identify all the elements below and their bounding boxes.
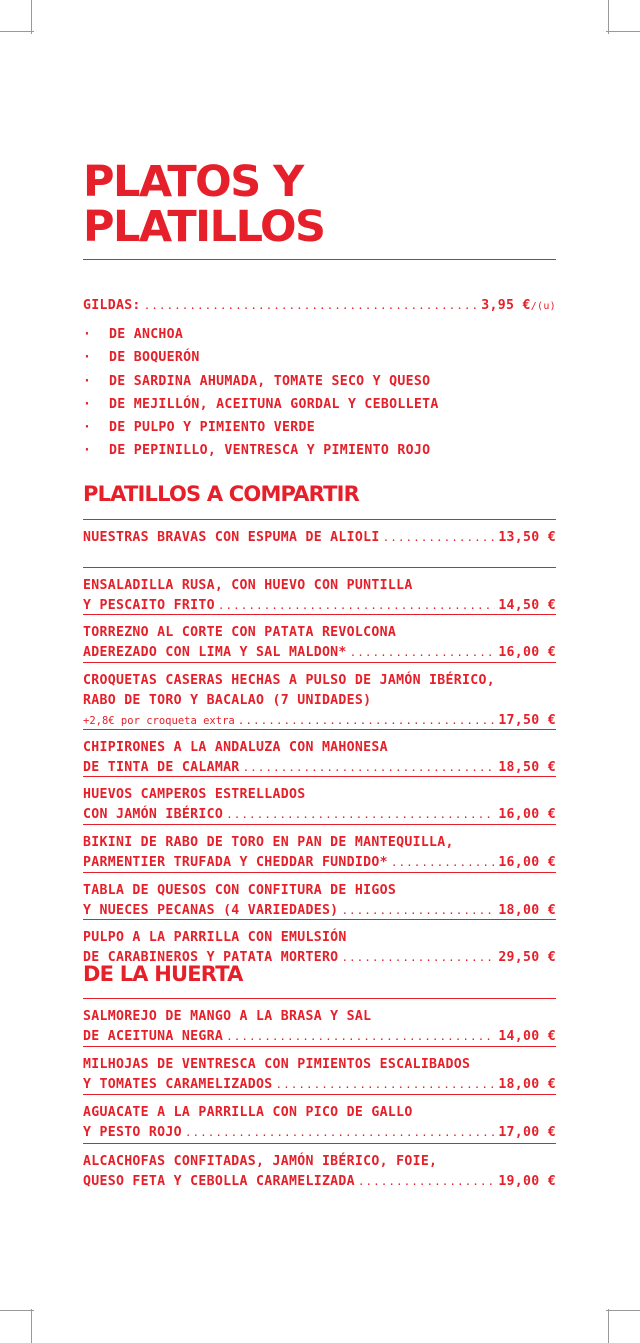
item-description-line: CROQUETAS CASERAS HECHAS A PULSO DE JAMÓN IBÉRICO,	[83, 672, 495, 688]
item-name: DE TINTA DE CALAMAR	[83, 759, 240, 775]
item-name: PARMENTIER TRUFADA Y CHEDDAR FUNDIDO*	[83, 854, 388, 870]
gildas-row	[83, 296, 556, 317]
item-price: 16,00 €	[498, 645, 556, 661]
menu-item	[83, 1143, 556, 1191]
item-description-line: PULPO A LA PARRILLA CON EMULSIÓN	[83, 930, 347, 946]
list-item-text: DE SARDINA AHUMADA, TOMATE SECO Y QUESO	[109, 373, 431, 389]
list-item-text: DE ANCHOA	[109, 327, 184, 342]
crop-mark	[608, 0, 609, 34]
item-note: +2,8€ por croqueta extra	[83, 714, 235, 727]
item-price-line	[83, 1075, 556, 1095]
item-name: DE CARABINEROS Y PATATA MORTERO	[83, 950, 339, 966]
item-name: Y NUECES PECANAS (4 VARIEDADES)	[83, 902, 339, 918]
item-price: 13,50 €	[498, 530, 556, 545]
gildas-price: 3,95 €	[481, 298, 531, 313]
item-name: CON JAMÓN IBÉRICO	[83, 807, 224, 823]
item-price-line	[83, 643, 556, 663]
item-name: QUESO FETA Y CEBOLLA CARAMELIZADA	[83, 1173, 355, 1189]
item-price: 29,50 €	[498, 950, 556, 966]
list-item	[83, 416, 556, 439]
menu-item	[83, 919, 556, 967]
item-price-line	[83, 711, 556, 731]
item-price: 18,00 €	[498, 902, 556, 918]
item-description-line: ALCACHOFAS CONFITADAS, JAMÓN IBÉRICO, FOIE,	[83, 1153, 438, 1169]
item-price-line	[83, 528, 556, 548]
dot-leader	[391, 853, 495, 873]
item-price: 19,00 €	[498, 1173, 556, 1189]
dot-leader	[185, 1123, 495, 1143]
dot-leader	[350, 643, 496, 663]
page-title	[83, 157, 325, 252]
item-price: 16,00 €	[498, 807, 556, 823]
crop-mark	[606, 1310, 640, 1311]
list-item-text: DE BOQUERÓN	[109, 350, 200, 366]
item-price: 14,50 €	[498, 597, 556, 613]
item-price-line	[83, 1172, 556, 1192]
item-name: ADEREZADO CON LIMA Y SAL MALDON*	[83, 645, 347, 661]
bullet-icon: ·	[83, 373, 92, 389]
dot-leader	[341, 948, 495, 968]
item-name: Y PESTO ROJO	[83, 1125, 182, 1141]
menu-item	[83, 1094, 556, 1142]
gildas-options-list	[83, 323, 556, 463]
item-description-line: AGUACATE A LA PARRILLA CON PICO DE GALLO	[83, 1105, 413, 1121]
menu-item	[83, 824, 556, 872]
list-item	[83, 370, 556, 393]
list-item-text: DE PULPO Y PIMIENTO VERDE	[109, 420, 315, 436]
item-name: NUESTRAS BRAVAS CON ESPUMA DE ALIOLI	[83, 530, 380, 545]
item-name: Y PESCAITO FRITO	[83, 597, 215, 613]
crop-mark	[608, 1309, 609, 1343]
gildas-label: GILDAS:	[83, 298, 141, 313]
item-price-line	[83, 1027, 556, 1047]
dot-leader	[358, 1172, 495, 1192]
crop-mark	[0, 31, 34, 32]
item-price-line	[83, 596, 556, 616]
crop-mark	[31, 0, 32, 34]
item-description-line: TABLA DE QUESOS CON CONFITURA DE HIGOS	[83, 882, 397, 898]
item-description-line: ENSALADILLA RUSA, CON HUEVO CON PUNTILLA	[83, 577, 413, 593]
dot-leader	[238, 711, 496, 731]
bullet-icon: ·	[83, 420, 92, 436]
list-item	[83, 439, 556, 462]
dot-leader	[218, 596, 495, 616]
dot-leader	[276, 1075, 496, 1095]
list-item-text: DE MEJILLÓN, ACEITUNA GORDAL Y CEBOLLETA	[109, 396, 439, 412]
menu-item	[83, 567, 556, 615]
title-line: PLATILLOS	[83, 202, 325, 252]
section-title-huerta: DE LA HUERTA	[83, 962, 243, 986]
item-price: 17,50 €	[498, 712, 556, 728]
dot-leader	[226, 1027, 495, 1047]
crop-mark	[606, 31, 640, 32]
item-name: DE ACEITUNA NEGRA	[83, 1029, 224, 1044]
huerta-items	[83, 998, 556, 1191]
title-divider	[83, 259, 556, 260]
item-description-line: TORREZNO AL CORTE CON PATATA REVOLCONA	[83, 625, 397, 641]
menu-item	[83, 1046, 556, 1094]
item-description-line: RABO DE TORO Y BACALAO (7 UNIDADES)	[83, 692, 372, 708]
dot-leader	[341, 901, 495, 921]
list-item-text: DE PEPINILLO, VENTRESCA Y PIMIENTO ROJO	[109, 443, 431, 459]
item-price: 16,00 €	[498, 854, 556, 870]
item-name: Y TOMATES CARAMELIZADOS	[83, 1077, 273, 1093]
item-price: 17,00 €	[498, 1125, 556, 1141]
item-price-line	[83, 1123, 556, 1143]
item-description-line: HUEVOS CAMPEROS ESTRELLADOS	[83, 787, 306, 803]
list-item	[83, 346, 556, 369]
bullet-icon: ·	[83, 443, 92, 459]
list-item	[83, 323, 556, 346]
bullet-icon: ·	[83, 327, 92, 342]
crop-mark	[31, 1309, 32, 1343]
dot-leader	[226, 805, 495, 825]
item-price-line	[83, 758, 556, 778]
item-price: 18,50 €	[498, 759, 556, 775]
crop-mark	[0, 1310, 34, 1311]
item-price: 14,00 €	[498, 1029, 556, 1044]
gildas-unit: /(u)	[530, 301, 556, 312]
menu-item	[83, 614, 556, 662]
menu-item	[83, 729, 556, 777]
menu-item	[83, 662, 556, 729]
item-description-line: MILHOJAS DE VENTRESCA CON PIMIENTOS ESCALIBADOS	[83, 1057, 471, 1073]
menu-item	[83, 519, 556, 567]
item-price-line	[83, 853, 556, 873]
dot-leader	[243, 758, 496, 778]
compartir-items	[83, 519, 556, 967]
list-item	[83, 393, 556, 416]
item-description-line: SALMOREJO DE MANGO A LA BRASA Y SAL	[83, 1009, 372, 1024]
item-price-line	[83, 901, 556, 921]
item-price-line	[83, 805, 556, 825]
title-line: PLATOS Y	[83, 157, 303, 207]
dot-leader	[144, 296, 479, 316]
item-description-line: BIKINI DE RABO DE TORO EN PAN DE MANTEQUILLA,	[83, 834, 454, 850]
bullet-icon: ·	[83, 396, 92, 412]
item-description-line: CHIPIRONES A LA ANDALUZA CON MAHONESA	[83, 739, 388, 755]
bullet-icon: ·	[83, 350, 92, 366]
menu-item	[83, 776, 556, 824]
section-title-compartir: PLATILLOS A COMPARTIR	[83, 482, 360, 506]
menu-item	[83, 872, 556, 920]
item-price: 18,00 €	[498, 1077, 556, 1093]
menu-item	[83, 998, 556, 1046]
dot-leader	[383, 528, 496, 548]
